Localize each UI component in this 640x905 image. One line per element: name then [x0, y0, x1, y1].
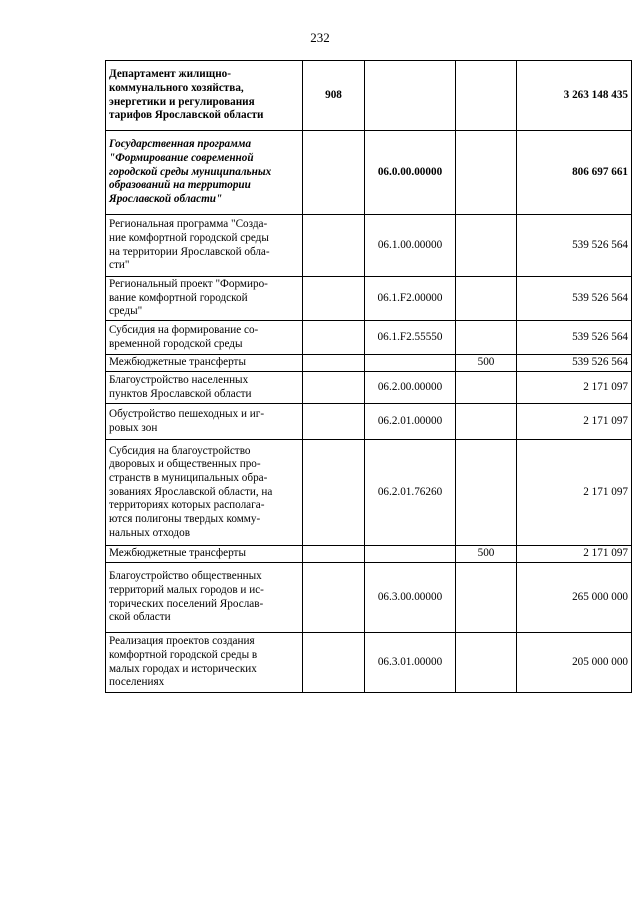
page-number: 232 [310, 30, 330, 45]
row-ministry-code [303, 440, 365, 546]
row-expense-code [456, 633, 517, 693]
row-ministry-code [303, 372, 365, 404]
row-target-code [365, 355, 456, 372]
row-name: Благоустройство общественных территорий малых городов и ис- торических поселений Ярослав- ской области [106, 563, 303, 633]
table-row [106, 355, 632, 372]
row-expense-code [456, 563, 517, 633]
table-row [106, 61, 632, 131]
row-ministry-code [303, 355, 365, 372]
row-expense-code [456, 372, 517, 404]
row-target-code [365, 61, 456, 131]
row-amount: 2 171 097 [517, 404, 632, 440]
row-target-code: 06.1.00.00000 [365, 215, 456, 277]
row-expense-code [456, 321, 517, 355]
row-target-code: 06.3.01.00000 [365, 633, 456, 693]
row-target-code: 06.2.01.76260 [365, 440, 456, 546]
budget-table [105, 60, 632, 693]
table-row [106, 546, 632, 563]
row-name: Региональный проект "Формиро- вание комфортной городской среды" [106, 277, 303, 321]
table-row [106, 563, 632, 633]
table-row [106, 131, 632, 215]
row-expense-code [456, 215, 517, 277]
row-name: Межбюджетные трансферты [106, 355, 303, 372]
row-expense-code [456, 277, 517, 321]
row-name: Региональная программа "Созда- ние комфортной городской среды на территории Ярославской обла- сти" [106, 215, 303, 277]
table-row [106, 633, 632, 693]
row-amount: 806 697 661 [517, 131, 632, 215]
row-ministry-code [303, 277, 365, 321]
row-ministry-code [303, 131, 365, 215]
row-target-code: 06.2.01.00000 [365, 404, 456, 440]
row-name: Обустройство пешеходных и иг- ровых зон [106, 404, 303, 440]
row-name: Государственная программа "Формирование современной городской среды муниципальных образований на территории Ярославской области" [106, 131, 303, 215]
row-ministry-code [303, 563, 365, 633]
row-name: Реализация проектов создания комфортной городской среды в малых городах и исторических поселениях [106, 633, 303, 693]
row-expense-code: 500 [456, 546, 517, 563]
row-target-code: 06.1.F2.00000 [365, 277, 456, 321]
row-ministry-code [303, 404, 365, 440]
row-name: Субсидия на благоустройство дворовых и общественных про- странств в муниципальных обра- зованиях Ярославской области, на территориях которых располага- ются полигоны твердых комму- нальных отходов [106, 440, 303, 546]
row-expense-code: 500 [456, 355, 517, 372]
row-target-code: 06.2.00.00000 [365, 372, 456, 404]
table-row [106, 372, 632, 404]
row-amount: 205 000 000 [517, 633, 632, 693]
row-amount: 265 000 000 [517, 563, 632, 633]
row-target-code: 06.1.F2.55550 [365, 321, 456, 355]
row-expense-code [456, 404, 517, 440]
row-ministry-code: 908 [303, 61, 365, 131]
row-name: Департамент жилищно- коммунального хозяйства, энергетики и регулирования тарифов Ярославской области [106, 61, 303, 131]
row-amount: 2 171 097 [517, 546, 632, 563]
row-target-code: 06.0.00.00000 [365, 131, 456, 215]
row-amount: 539 526 564 [517, 215, 632, 277]
row-amount: 539 526 564 [517, 321, 632, 355]
row-name: Субсидия на формирование со- временной городской среды [106, 321, 303, 355]
row-expense-code [456, 131, 517, 215]
row-ministry-code [303, 633, 365, 693]
table-row [106, 404, 632, 440]
row-ministry-code [303, 215, 365, 277]
row-target-code: 06.3.00.00000 [365, 563, 456, 633]
row-name: Межбюджетные трансферты [106, 546, 303, 563]
row-expense-code [456, 440, 517, 546]
row-amount: 539 526 564 [517, 355, 632, 372]
table-row [106, 440, 632, 546]
row-ministry-code [303, 321, 365, 355]
row-amount: 2 171 097 [517, 372, 632, 404]
row-amount: 539 526 564 [517, 277, 632, 321]
table-row [106, 321, 632, 355]
row-expense-code [456, 61, 517, 131]
table-row [106, 277, 632, 321]
row-target-code [365, 546, 456, 563]
row-amount: 3 263 148 435 [517, 61, 632, 131]
table-row [106, 215, 632, 277]
row-amount: 2 171 097 [517, 440, 632, 546]
row-name: Благоустройство населенных пунктов Ярославской области [106, 372, 303, 404]
row-ministry-code [303, 546, 365, 563]
